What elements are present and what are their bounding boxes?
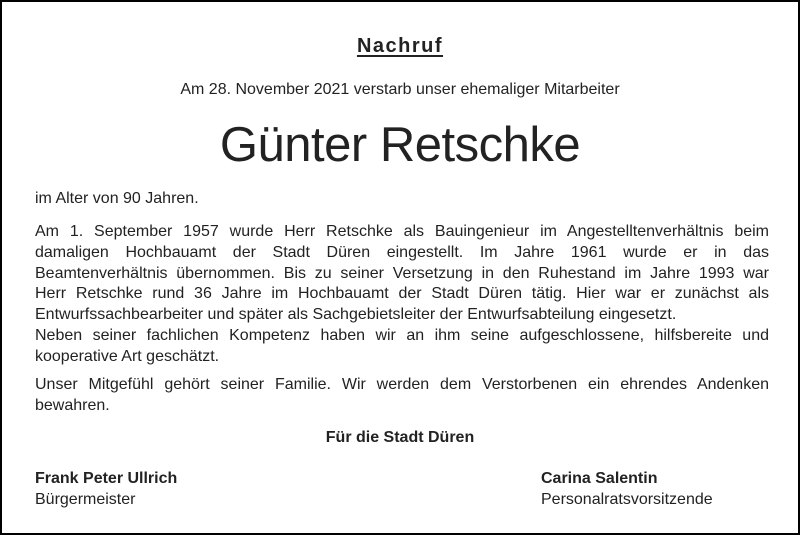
- biography-line: kooperative Art geschätzt.: [35, 347, 220, 365]
- organization-line: Für die Stadt Düren: [325, 429, 475, 446]
- age-line: im Alter von 90 Jahren.: [35, 190, 199, 207]
- biography-line: Entwurfssachbearbeiter und später als Sachgebietsleiter der Entwurfsabteilung eingesetzt.: [35, 306, 677, 324]
- biography-line: Am 1. September 1957 wurde Herr Retschke als Bauingenieur im Angestelltenverhältnis beim: [35, 223, 769, 240]
- signature-left: [35, 468, 177, 510]
- signatory-title: Bürgermeister: [35, 491, 136, 508]
- signature-right: [541, 468, 713, 510]
- biography-line: damaligen Hochbauamt der Stadt Düren eingestellt. Im Jahre 1961 wurde er in das: [35, 243, 769, 261]
- signatory-name: Frank Peter Ullrich: [35, 470, 178, 487]
- notice-heading: Nachruf: [356, 35, 444, 57]
- biography-line: Neben seiner fachlichen Kompetenz haben wir an ihm seine aufgeschlossene, hilfsbereite und: [35, 326, 769, 344]
- condolence-line: bewahren.: [35, 396, 110, 414]
- signatory-name: Carina Salentin: [541, 470, 658, 487]
- deceased-name: Günter Retschke: [219, 118, 581, 172]
- condolence-line: Unser Mitgefühl gehört seiner Familie. Wir werden dem Verstorbenen ein ehrendes Andenken: [35, 376, 769, 393]
- biography-line: Herr Retschke rund 36 Jahre im Hochbauamt der Stadt Düren tätig. Hier war er zunächst als: [35, 285, 769, 303]
- signatory-title: Personalratsvorsitzende: [541, 491, 713, 508]
- biography-paragraph: [35, 222, 769, 368]
- biography-line: Beamtenverhältnis übernommen. Bis zu seiner Versetzung in den Ruhestand im Jahre 1993 war: [35, 264, 769, 282]
- intro-line: Am 28. November 2021 verstarb unser ehemaliger Mitarbeiter: [180, 81, 620, 98]
- condolence-paragraph: [35, 375, 769, 417]
